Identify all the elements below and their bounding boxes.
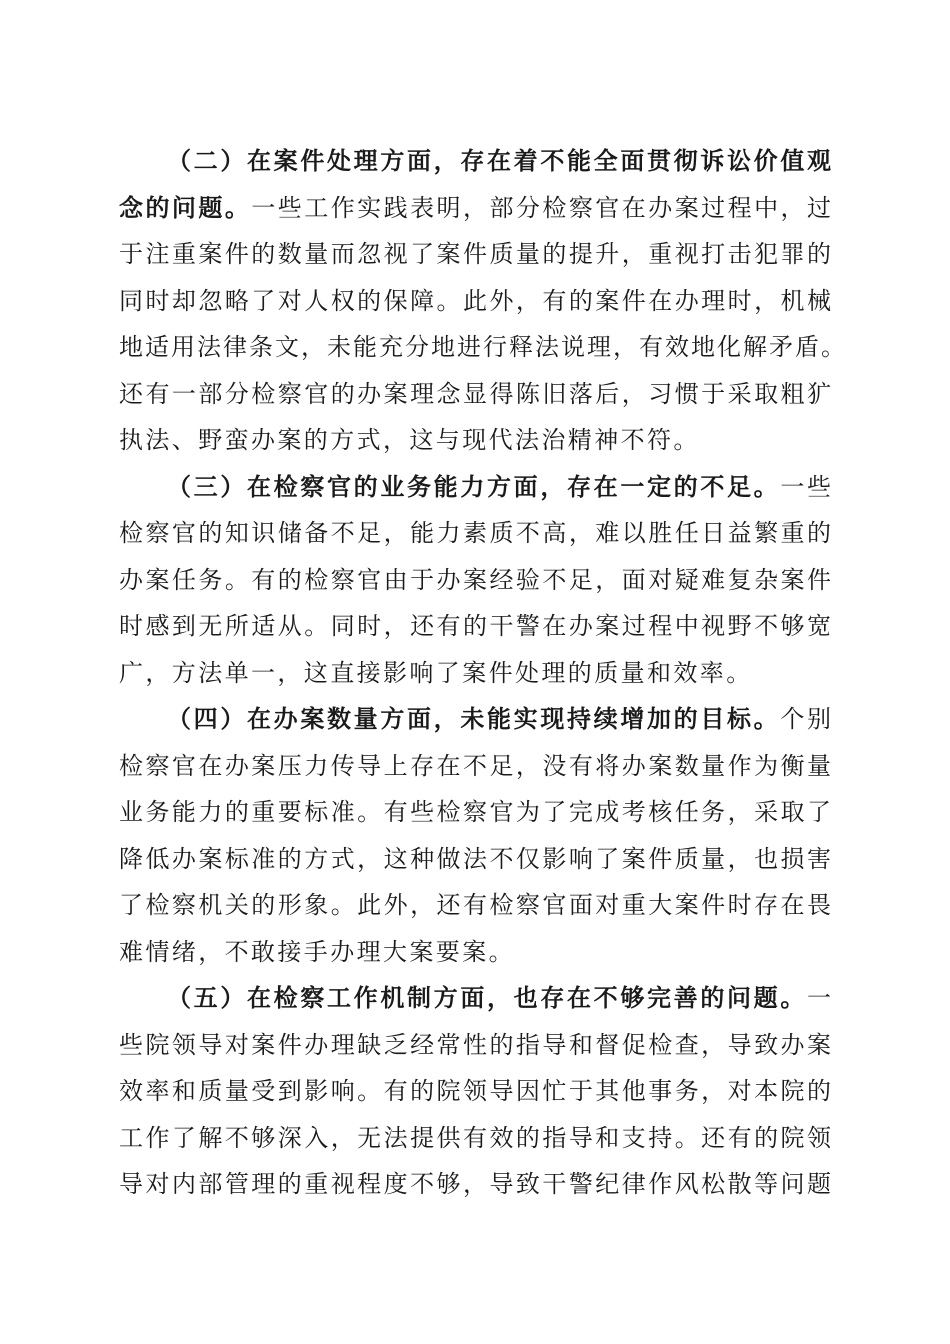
paragraph-line: 同时却忽略了对人权的保障。此外，有的案件在办理时，机械: [119, 286, 831, 315]
section-heading: （五）在检察工作机制方面，也存在不够完善的问题。: [167, 983, 807, 1012]
paragraph-line: [119, 975, 831, 1022]
paragraph-line: 检察官在办案压力传导上存在不足，没有将办案数量作为衡量: [119, 751, 831, 780]
paragraph-line: [119, 138, 831, 185]
body-line-text: 一些: [780, 472, 832, 501]
section-heading: （三）在检察官的业务能力方面，存在一定的不足。: [167, 471, 781, 501]
paragraph-line: 还有一部分检察官的办案理念显得陈旧落后，习惯于采取粗犷: [119, 379, 831, 408]
section-heading: 念的问题。: [119, 192, 252, 222]
paragraph-line: [119, 185, 831, 232]
paragraph-line: 于注重案件的数量而忽视了案件质量的提升，重视打击犯罪的: [119, 240, 831, 268]
paragraph-line: 工作了解不够深入，无法提供有效的指导和支持。还有的院领: [119, 1123, 831, 1152]
body-text: [119, 138, 845, 1208]
paragraph-line: 导对内部管理的重视程度不够，导致干警纪律作风松散等问题: [119, 1170, 831, 1198]
body-line-text: 一些工作实践表明，部分检察官在办案过程中，过: [251, 193, 832, 222]
body-line-text: 个别: [780, 705, 832, 733]
paragraph-line: 效率和质量受到影响。有的院领导因忙于其他事务，对本院的: [119, 1077, 831, 1105]
paragraph-line: 降低办案标准的方式，这种做法不仅影响了案件质量，也损害: [119, 844, 831, 873]
paragraph-line: 办案任务。有的检察官由于办案经验不足，面对疑难复杂案件: [119, 565, 831, 594]
paragraph-line: [119, 696, 831, 743]
paragraph-line: 广，方法单一，这直接影响了案件处理的质量和效率。: [119, 658, 753, 687]
paragraph-line: 些院领导对案件办理缺乏经常性的指导和督促检查，导致办案: [119, 1030, 831, 1059]
paragraph-line: 地适用法律条文，未能充分地进行释法说理，有效地化解矛盾。: [119, 333, 845, 361]
section-heading: （二）在案件处理方面，存在着不能全面贯彻诉讼价值观: [167, 146, 831, 175]
paragraph-line: 难情绪，不敢接手办理大案要案。: [119, 937, 515, 966]
paragraph-line: [119, 464, 831, 511]
section-heading: （四）在办案数量方面，未能实现持续增加的目标。: [167, 704, 781, 733]
paragraph-line: 业务能力的重要标准。有些检察官为了完成考核任务，采取了: [119, 798, 831, 826]
paragraph-line: 检察官的知识储备不足，能力素质不高，难以胜任日益繁重的: [119, 519, 831, 547]
paragraph-line: 执法、野蛮办案的方式，这与现代法治精神不符。: [119, 426, 700, 454]
body-line-text: 一: [807, 984, 831, 1012]
paragraph-line: 时感到无所适从。同时，还有的干警在办案过程中视野不够宽: [119, 612, 831, 640]
paragraph-line: 了检察机关的形象。此外，还有检察官面对重大案件时存在畏: [119, 891, 831, 919]
